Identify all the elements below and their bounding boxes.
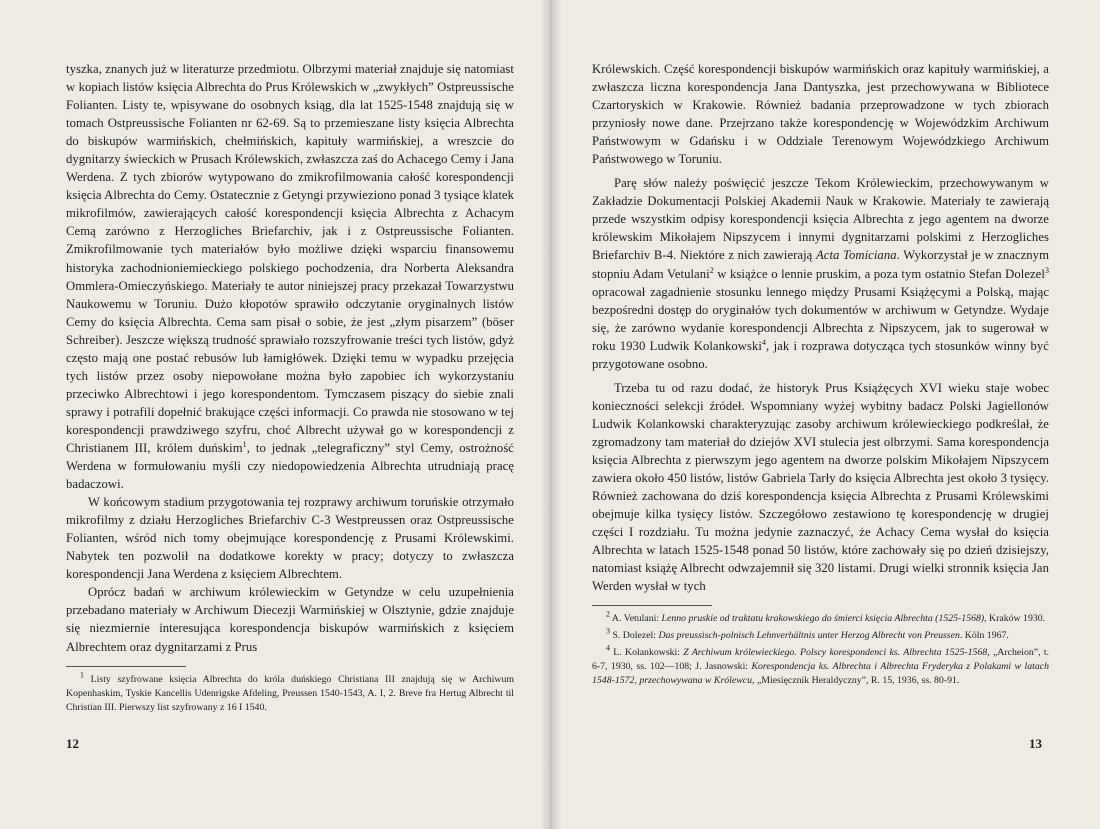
- footnote-1-text: Listy szyfrowane księcia Albrechta do króla duńskiego Christiana III znajdują się w Archiwum Kopenhaskim, Tyskie Kancellis Udenrigske Afdeling, Preussen 1540-1543, A. I, 2. Breve fra Hertug Albrecht til Christian III. Pierwszy list szyfrowany z 16 I 1540.: [66, 673, 514, 713]
- footnote-4-rest: , „Archeion”, t. 6-7, 1930, ss. 102—108; J. Jasnowski:: [592, 647, 1050, 673]
- footnote-3-author: S. Dolezel:: [612, 630, 659, 642]
- footnote-4-rest-2: , „Miesięcznik Heraldyczny”, R. 15, 1936, ss. 80-91.: [752, 675, 960, 687]
- left-text-column: [66, 60, 514, 718]
- left-paragraph-1-text: tyszka, znanych już w literaturze przedmiotu. Olbrzymi materiał znajduje się natomiast w kopiach listów księcia Albrechta do Prus Królewskich w „zwykłych” Ostpreussische Folianten. Listy te, wpisywane do osobnych ksiąg, dla lat 1525-1548 znajdują się w tomach Ostpreussische Folianten nr 62-69. Są to przemieszane listy księcia Albrechta do biskupów warmińskich, chełmińskich, kapituły warmińskiej, a wreszcie do dygnitarzy świeckich w Prusach Królewskich, zwłaszcza zaś do Achacego Cemy i Jana Werdena. Z tych zbiorów wytypowano do zmikrofilmowania całość korespondencji księcia Albrechta do Cemy. Ostatecznie z Getyngi przywieziono ponad 3 tysiące klatek mikrofilmów, zawierających całość korespondencji księcia Albrechta z Achacym Cemą zarówno z Herzogliches Briefarchiv, jak i z Ostpreussische Folianten. Zmikrofilmowanie tych materiałów było możliwe dzięki wsparciu finansowemu historyka zachodnioniemieckiego polskiego pochodzenia, dra Norberta Aleksandra Ommlera-Omieczyńskiego. Materiały te autor niniejszej pracy przekazał Towarzystwu Naukowemu w Toruniu. Dużo kłopotów sprawiło odczytanie oryginalnych listów Cemy do księcia Albrechta. Cema sam pisał o sobie, że jest „złym pisarzem” (böser Schreiber). Jeszcze większą trudność sprawiało rozszyfrowanie treści tych listów, gdyż często mają one postać rebusów lub łamigłówek. Dzięki temu w wypadku przejęcia tych listów przez osoby niepowołane można było zapobiec ich wykorzystaniu przeciwko Albrechtowi i jego korespondentom. Tymczasem piszący do siebie znali sprawy i potrafili dopełnić brakujące części informacji. Co prawda nie stosowano w tej korespondencji prawdziwego szyfru, choć Albrecht używał go w korespondencji z Christianem III, królem duńskim: [66, 62, 514, 455]
- right-paragraph-1: Królewskich. Część korespondencji biskupów warmińskich oraz kapituły warmińskiej, a zwłaszcza liczna korespondencja Jana Dantyszka, jest przechowywana w Bibliotece Czartoryskich w Krakowie. Również badania przeprowadzone w tych zbiorach przyniosły nowe dane. Przejrzano także korespondencję w Wojewódzkim Archiwum Państwowym w Gdańsku i w Oddziale Terenowym Wojewódzkiego Archiwum Państwowego w Toruniu.: [592, 62, 1049, 167]
- left-paragraph-3: Oprócz badań w archiwum królewieckim w Getyndze w celu uzupełnienia przebadano materiały w Archiwum Diecezji Warmińskiej w Olsztynie, gdzie znajduje się niezmiernie interesująca korespondencja biskupów warmińskich z księciem Albrechtem oraz dygnitarzami z Prus: [66, 585, 514, 654]
- footnote-2-rest: , Kraków 1930.: [984, 613, 1046, 625]
- left-paragraph-1-tail: , to jednak „telegraficzny” styl Cemy, ostrożność Werdena w formułowaniu myśli czy niedopowiedzenia Albrechta utrudniają pracę badaczowi.: [66, 440, 514, 492]
- footnote-4-title: Z Archiwum królewieckiego. Polscy korespondenci ks. Albrechta 1525-1568: [683, 647, 988, 659]
- footnote-rule: [66, 666, 186, 667]
- footnote-3-title: Das preussisch-polnisch Lehnverhältnis unter Herzog Albrecht von Preussen: [658, 630, 960, 642]
- page-number-left: 12: [66, 736, 79, 751]
- left-paragraph-2: W końcowym stadium przygotowania tej rozprawy archiwum toruńskie otrzymało mikrofilmy z działu Herzogliches Briefarchiv C-3 Westpreussen oraz Ostpreussische Folianten, wśród nich tomy obejmujące korespondencję z Prusami Królewskimi. Nabytek ten pozwolił na dodatkowe korekty w pracy; dotyczy to zwłaszcza korespondencji Jana Werdena z księciem Albrechtem.: [66, 495, 514, 582]
- right-paragraph-2-part-c: w książce o lennie pruskim, a poza tym ostatnio Stefan Dolezel: [713, 266, 1045, 281]
- footnote-3-marker: 3: [606, 627, 610, 637]
- right-footnotes: [592, 612, 1049, 688]
- page-number-right: 13: [1029, 736, 1042, 751]
- footnote-4: [592, 646, 1049, 688]
- footnote-4-title-2: Korespondencja ks. Albrechta i Albrechta Fryderyka z Polakami w latach 1548-1572, przechowywana w Królewcu: [592, 661, 1050, 687]
- footnote-rule: [592, 605, 712, 606]
- footnote-1-marker: 1: [80, 670, 84, 680]
- footnote-marker-4[interactable]: 4: [761, 337, 767, 347]
- footnote-2-title: Lenno pruskie od traktatu krakowskiego do śmierci księcia Albrechta (1525-1568): [661, 613, 985, 625]
- right-paragraph-2-part-e: , jak i rozprawa dotycząca tych stosunków winny być przygotowane osobno.: [592, 338, 1049, 371]
- footnote-marker-1[interactable]: 1: [242, 439, 247, 449]
- footnote-marker-2[interactable]: 2: [709, 265, 714, 275]
- left-paragraph-1: [66, 60, 514, 493]
- left-body-text: [66, 60, 514, 656]
- footnote-2-author: A. Vetulani:: [611, 613, 662, 625]
- footnote-2-marker: 2: [606, 610, 610, 620]
- right-paragraph-3: Trzeba tu od razu dodać, że historyk Prus Książęcych XVI wieku staje wobec konieczności selekcji źródeł. Wspomniany wyżej wybitny badacz Polski Jagiellonów Ludwik Kolankowski charakteryzując zasoby archiwum królewieckiego podkreślał, że zgromadzony tam materiał do dziejów XVI stulecia jest olbrzymi. Sama korespondencja księcia Albrechta z pierwszym jego agentem na dworze polskim Mikołajem Nipszycem zawiera około 450 listów, listów Gabriela Tarły do księcia Albrechta jest około 3 tysięcy. Również zachowana do dziś korespondencja księcia Albrechta z Prusami Królewskimi obejmuje kilka tysięcy listów. Szczegółowo zestawiono tę korespondencję w drugiej części I rozdziału. Tu można jedynie zaznaczyć, że Achacy Cema wysłał do księcia Albrechta w latach 1525-1548 ponad 50 listów, które zachowały się po dzień dzisiejszy, natomiast książę Albrecht odwzajemnił się 320 listami. Drugi wielki stronnik księcia Jan Werden wysłał w tych: [592, 380, 1049, 594]
- right-paragraph-2-part-a: Parę słów należy poświęcić jeszcze Tekom Królewieckim, przechowywanym w Zakładzie Dokumentacji Polskiej Akademii Nauk w Krakowie. Materiały te zawierają przede wszystkim odpisy korespondencji księcia Albrechta z jego agentem na dworze królewskim Mikołajem Nipszycem i innymi dygnitarzami polskimi z Herzogliches Briefarchiv B-4. Niektóre z nich zawierają: [592, 176, 1049, 263]
- right-text-column: [592, 60, 1049, 691]
- book-gutter: [540, 0, 562, 829]
- footnote-3-rest: . Köln 1967.: [959, 630, 1009, 642]
- acta-tomiciana-title: Acta Tomiciana: [815, 248, 897, 263]
- footnote-3: [592, 629, 1049, 643]
- footnote-4-author: L. Kolankowski:: [613, 647, 684, 659]
- right-paragraph-2-part-d: opracował zagadnienie stosunku lennego między Prusami Książęcymi a Polską, mając bezpośredni dostęp do oryginałów tych dokumentów w archiwum w Getyndze. Wydaje się, że zarówno wydanie korespondencji Albrechta z Nipszycem, jak to sugerował w roku 1930 Ludwik Kolankowski: [592, 284, 1049, 353]
- right-body-text: [592, 60, 1049, 595]
- right-page: [550, 0, 1100, 829]
- left-footnotes: [66, 670, 514, 715]
- footnote-4-marker: 4: [606, 644, 610, 654]
- footnote-2: [592, 612, 1049, 626]
- footnote-marker-3[interactable]: 3: [1044, 265, 1049, 275]
- right-paragraph-2-part-b: . Wykorzystał je w znacznym stopniu Adam Vetulani: [592, 248, 1049, 281]
- footnote-1: [66, 670, 514, 715]
- right-paragraph-2: [592, 174, 1049, 373]
